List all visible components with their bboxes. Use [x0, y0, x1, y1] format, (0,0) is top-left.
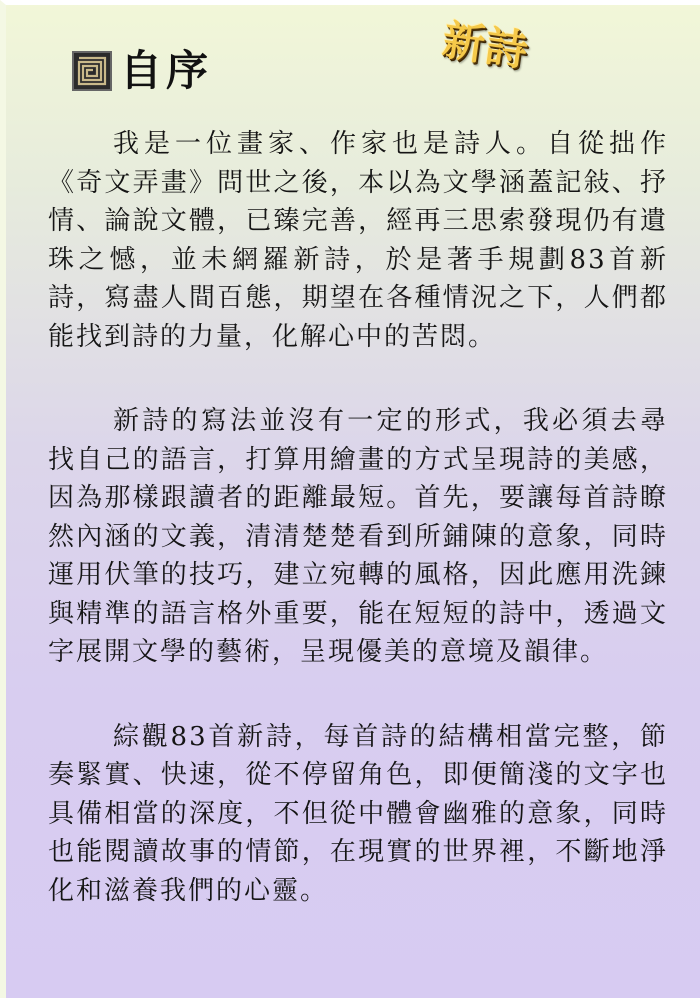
paragraph: 綜觀83首新詩，每首詩的結構相當完整，節奏緊實、快速，從不停留角色，即便簡淺的文字也具備相當的深度，不但從中體會幽雅的意象，同時也能閱讀故事的情節，在現實的世界裡，不斷地淨化和滋養我們的心靈。 [48, 721, 668, 906]
square-spiral-icon [72, 51, 112, 91]
paragraph: 我是一位畫家、作家也是詩人。自從拙作《奇文弄畫》問世之後，本以為文學涵蓋記敍、抒情、論說文體，已臻完善，經再三思索發現仍有遺珠之憾，並未網羅新詩，於是著手規劃83首新詩，寫盡人間百態，期望在各種情況之下，人們都能找到詩的力量，化解心中的苦悶。 [48, 129, 668, 352]
preface-body [48, 125, 668, 956]
brand-title: 新詩 [439, 15, 532, 76]
section-heading [72, 45, 212, 97]
page-title: 自序 [120, 46, 213, 95]
paragraph: 新詩的寫法並沒有一定的形式，我必須去尋找自己的語言，打算用繪畫的方式呈現詩的美感，因為那樣跟讀者的距離最短。首先，要讓每首詩瞭然內涵的文義，清清楚楚看到所鋪陳的意象，同時運用伏筆的技巧，建立宛轉的風格，因此應用洗鍊與精準的語言格外重要，能在短短的詩中，透過文字展開文學的藝術，呈現優美的意境及韻律。 [48, 406, 668, 667]
